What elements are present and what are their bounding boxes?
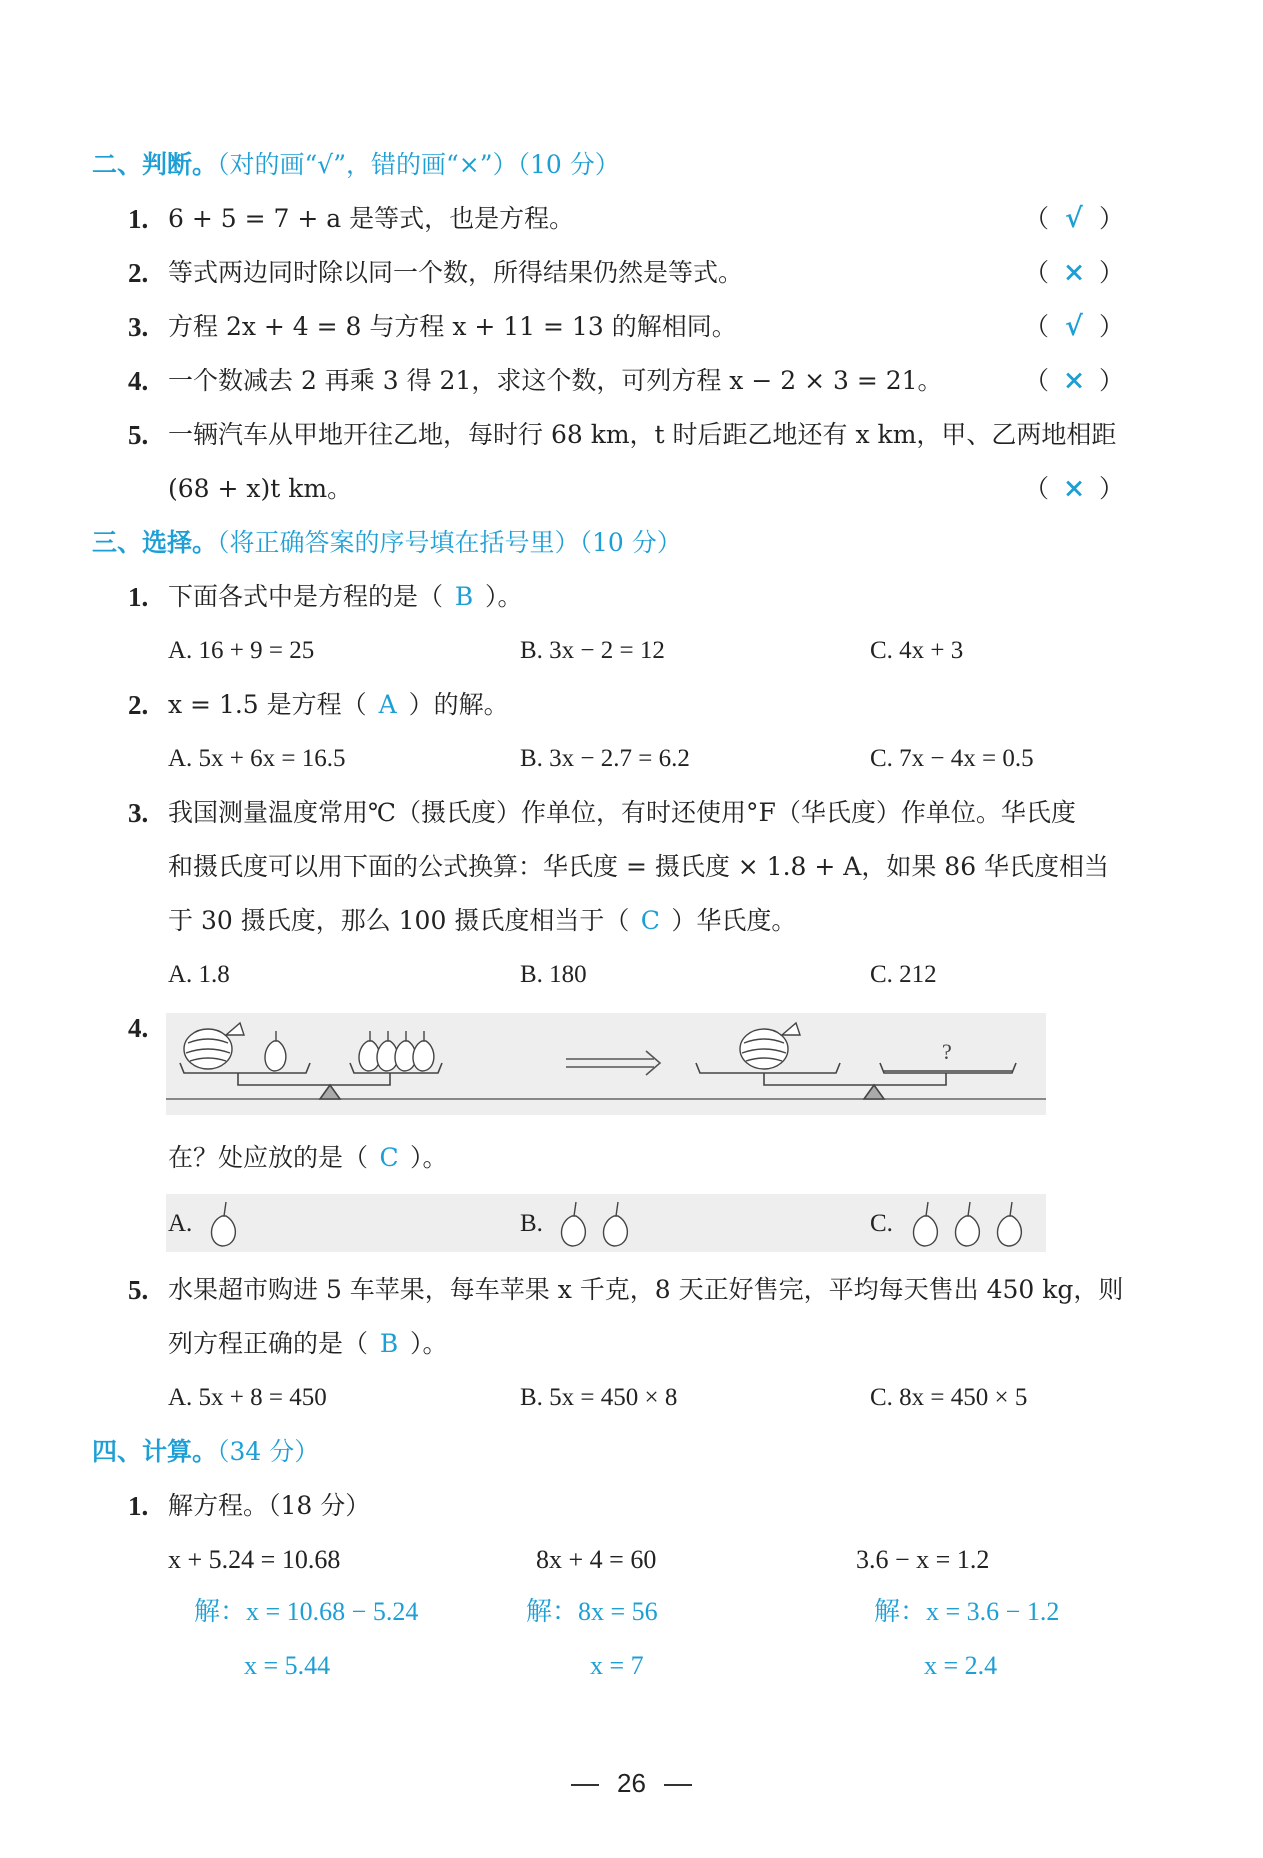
judge-item-4: 4. 一个数减去 2 再乘 3 得 21，求这个数，可列方程 x − 2 × 3 = 21。 （ × ） (0, 353, 1263, 409)
option-b: B. 5x = 450 × 8 (520, 1384, 678, 1411)
item-number: 1. (128, 204, 149, 234)
question-text: 解方程。（18 分） (168, 1491, 371, 1520)
answer-letter: B (379, 1329, 399, 1358)
item-text: 方程 2x + 4 = 8 与方程 x + 11 = 13 的解相同。 (168, 312, 737, 341)
question-text: 于 30 摄氏度，那么 100 摄氏度相当于（ C ）华氏度。 (168, 893, 796, 949)
solution-step2-row (0, 1638, 1263, 1694)
four-pears-icon (359, 1031, 434, 1071)
choice-q5-options (0, 1370, 1263, 1426)
option-b: B. 3x − 2.7 = 6.2 (520, 745, 690, 772)
item-text: 一个数减去 2 再乘 3 得 21，求这个数，可列方程 x − 2 × 3 = 21。 (168, 366, 943, 395)
two-pears-icon (552, 1194, 642, 1250)
choice-q3-line3 (0, 893, 1263, 949)
three-pears-icon (904, 1194, 1034, 1250)
equation-2: 8x + 4 = 60 (536, 1545, 657, 1574)
option-c: C. 7x − 4x = 0.5 (870, 745, 1034, 772)
item-number: 4. (128, 1013, 149, 1043)
choice-q2 (0, 677, 1263, 733)
question-mark: ? (942, 1039, 952, 1064)
answer-letter: A (378, 690, 397, 719)
answer-mark: × (1062, 473, 1086, 504)
choice-q5 (0, 1262, 1263, 1318)
section-3-instructions: （将正确答案的序号填在括号里）（10 分） (217, 528, 682, 557)
choice-q1 (0, 569, 1263, 625)
option-a: A. 16 + 9 = 25 (168, 637, 315, 664)
equation-3: 3.6 − x = 1.2 (856, 1545, 990, 1574)
judge-item-3: 3. 方程 2x + 4 = 8 与方程 x + 11 = 13 的解相同。 （ √ ） (0, 299, 1263, 355)
choice-q3-line2 (0, 839, 1263, 895)
choice-q1-options (0, 623, 1263, 679)
option-b: B. 180 (520, 961, 587, 988)
item-number: 2. (128, 690, 149, 720)
question-text: 列方程正确的是（ B ）。 (168, 1316, 448, 1372)
item-number: 3. (128, 798, 149, 828)
item-number: 1. (128, 1491, 149, 1521)
choice-q4-question (0, 1130, 1263, 1186)
choice-q3 (0, 785, 1263, 841)
section-4-heading: 四、计算。 (92, 1437, 218, 1466)
solution-1-step-1: 解：x = 10.68 − 5.24 (194, 1597, 419, 1626)
right-balance-scale-icon (696, 1063, 1016, 1099)
judge-item-5-continued: (68 + x)t km。 （ × ） (0, 461, 1263, 517)
footer-dash-left (571, 1784, 599, 1786)
equation-1: x + 5.24 = 10.68 (168, 1545, 341, 1574)
item-number: 5. (128, 420, 149, 450)
pear-icon (265, 1031, 286, 1071)
option-c: C. (870, 1210, 893, 1237)
answer-mark: √ (1065, 311, 1083, 342)
solution-2-step-1: 解：8x = 56 (526, 1597, 658, 1626)
answer-mark: √ (1065, 203, 1083, 234)
solution-1-step-2: x = 5.44 (244, 1651, 331, 1680)
item-number: 3. (128, 312, 149, 342)
judge-item-5 (0, 407, 1263, 463)
question-text: x = 1.5 是方程（ A ）的解。 (168, 677, 509, 733)
item-number: 5. (128, 1275, 149, 1305)
option-a: A. (168, 1210, 193, 1237)
solution-3-step-1: 解：x = 3.6 − 1.2 (874, 1597, 1060, 1626)
solution-step1-row (0, 1584, 1263, 1640)
footer-dash-right (664, 1784, 692, 1786)
balance-figure (166, 1013, 1046, 1115)
one-pear-icon (200, 1194, 250, 1250)
choice-q3-options (0, 947, 1263, 1003)
item-number: 4. (128, 366, 149, 396)
question-text: 和摄氏度可以用下面的公式换算：华氏度 = 摄氏度 × 1.8 + A，如果 86 华氏度相当 (168, 852, 1110, 881)
item-number: 2. (128, 258, 149, 288)
solution-3-step-2: x = 2.4 (924, 1651, 998, 1680)
option-a: A. 5x + 6x = 16.5 (168, 745, 346, 772)
answer-mark: × (1062, 365, 1086, 396)
equation-problems-row (0, 1532, 1263, 1588)
option-a: A. 5x + 8 = 450 (168, 1384, 327, 1411)
calc-q1 (0, 1478, 1263, 1534)
page-footer (0, 1768, 1263, 1799)
item-number: 1. (128, 582, 149, 612)
choice-q2-options (0, 731, 1263, 787)
item-text: (68 + x)t km。 (168, 474, 353, 503)
option-c: C. 4x + 3 (870, 637, 964, 664)
option-b: B. 3x − 2 = 12 (520, 637, 665, 664)
item-text: 等式两边同时除以同一个数，所得结果仍然是等式。 (168, 258, 744, 287)
section-4-instructions: （34 分） (217, 1437, 320, 1466)
judge-item-1: 1. 6 + 5 = 7 + a 是等式，也是方程。 （ √ ） (0, 191, 1263, 247)
watermelon-icon (184, 1023, 244, 1069)
answer-letter: C (379, 1143, 399, 1172)
left-balance-scale-icon (166, 1063, 1046, 1099)
item-text: 一辆汽车从甲地开往乙地，每时行 68 km，t 时后距乙地还有 x km，甲、乙两地相距 (168, 420, 1117, 449)
question-text: 我国测量温度常用℃（摄氏度）作单位，有时还使用°F（华氏度）作单位。华氏度 (168, 798, 1076, 827)
question-text: 水果超市购进 5 车苹果，每车苹果 x 千克，8 天正好售完，平均每天售出 450 kg，则 (168, 1275, 1124, 1304)
answer-mark: × (1062, 257, 1086, 288)
section-2-heading: 二、判断。 (92, 150, 218, 179)
section-4-title (92, 1424, 1263, 1480)
page-number: 26 (617, 1768, 646, 1798)
option-b: B. (520, 1210, 543, 1237)
choice-q5-line2 (0, 1316, 1263, 1372)
watermelon-icon (740, 1023, 800, 1069)
item-text: 6 + 5 = 7 + a 是等式，也是方程。 (168, 204, 575, 233)
solution-2-step-2: x = 7 (590, 1651, 644, 1680)
answer-letter: B (454, 582, 474, 611)
option-c: C. 212 (870, 961, 937, 988)
judge-item-2: 2. 等式两边同时除以同一个数，所得结果仍然是等式。 （ × ） (0, 245, 1263, 301)
balance-illustration (166, 1013, 1046, 1115)
section-2-title (92, 137, 1263, 193)
option-a: A. 1.8 (168, 961, 230, 988)
question-text: 下面各式中是方程的是（ B ）。 (168, 569, 523, 625)
double-arrow-icon (566, 1051, 660, 1075)
option-c: C. 8x = 450 × 5 (870, 1384, 1028, 1411)
question-text: 在？处应放的是（ C ）。 (168, 1130, 448, 1186)
section-2-instructions: （对的画“√”，错的画“×”）（10 分） (217, 150, 620, 179)
answer-letter: C (640, 906, 660, 935)
section-3-title (92, 515, 1263, 571)
section-3-heading: 三、选择。 (92, 528, 218, 557)
